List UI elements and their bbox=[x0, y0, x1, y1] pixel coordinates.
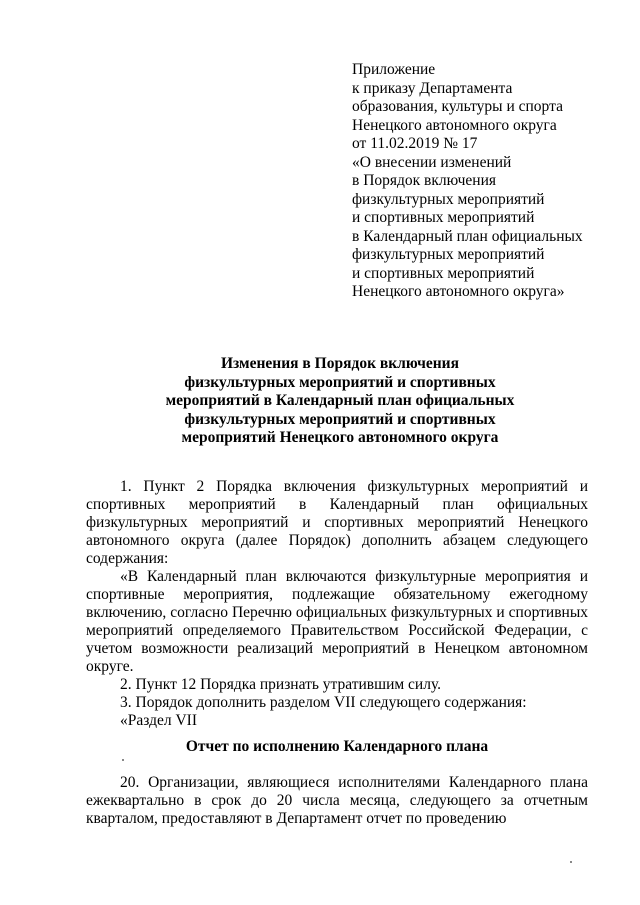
appendix-line: Ненецкого автономного округа bbox=[352, 116, 557, 134]
document-title bbox=[90, 355, 590, 448]
appendix-line: образования, культуры и спорта bbox=[352, 98, 563, 115]
appendix-line: и спортивных мероприятий bbox=[352, 209, 535, 226]
appendix-line: Ненецкого автономного округа» bbox=[352, 283, 565, 300]
appendix-line: к приказу Департамента bbox=[352, 79, 513, 97]
appendix-line: физкультурных мероприятий bbox=[352, 246, 545, 263]
paragraph-4: 3. Порядок дополнить разделом VII следующего содержания: bbox=[120, 694, 527, 711]
scan-speck bbox=[122, 759, 124, 761]
section-title: Отчет по исполнению Календарного плана bbox=[185, 738, 489, 755]
paragraph-3: 2. Пункт 12 Порядка признать утратившим силу. bbox=[120, 676, 442, 693]
paragraph-5: «Раздел VII bbox=[120, 712, 197, 729]
title-line: Изменения в Порядок включения bbox=[220, 355, 459, 372]
paragraph-20: 20. Организации, являющиеся исполнителями Календарного плана ежеквартально в срок до 20 числа месяца, следующего за отчетным кварталом, предоставляют в Департамент отчет по проведению bbox=[86, 774, 588, 827]
scan-speck bbox=[570, 861, 572, 863]
appendix-line: «О внесении изменений bbox=[352, 153, 512, 171]
body-text bbox=[86, 478, 588, 730]
appendix-line: Приложение bbox=[352, 61, 436, 78]
title-line: мероприятий Ненецкого автономного округа bbox=[181, 429, 499, 446]
paragraph-2: «В Календарный план включаются физкультурные мероприятия и спортивные мероприятия, подлежащие обязательному ежегодному включению, согласно Перечню официальных физкультурных и спортивных мероприятий определяемого Правительством Российской Федерации, с учетом возможности реализаций мероприятий в Ненецком автономном округе. bbox=[86, 568, 588, 675]
paragraph-1: 1. Пункт 2 Порядка включения физкультурных мероприятий и спортивных мероприятий в Календарный план официальных физкультурных мероприятий и спортивных мероприятий Ненецкого автономного округа (далее Порядок) дополнить абзацем следующего содержания: bbox=[86, 478, 588, 567]
appendix-line: в Порядок включения bbox=[352, 172, 497, 189]
appendix-line: в Календарный план официальных bbox=[352, 227, 583, 245]
title-line: физкультурных мероприятий и спортивных bbox=[184, 410, 496, 428]
appendix-line: от 11.02.2019 № 17 bbox=[352, 135, 478, 152]
appendix-header bbox=[352, 61, 612, 302]
body-text-2 bbox=[86, 774, 588, 828]
title-line: мероприятий в Календарный план официальных bbox=[165, 392, 515, 409]
appendix-line: физкультурных мероприятий bbox=[352, 190, 545, 208]
appendix-line: и спортивных мероприятий bbox=[352, 264, 535, 282]
title-line: физкультурных мероприятий и спортивных bbox=[184, 373, 496, 391]
